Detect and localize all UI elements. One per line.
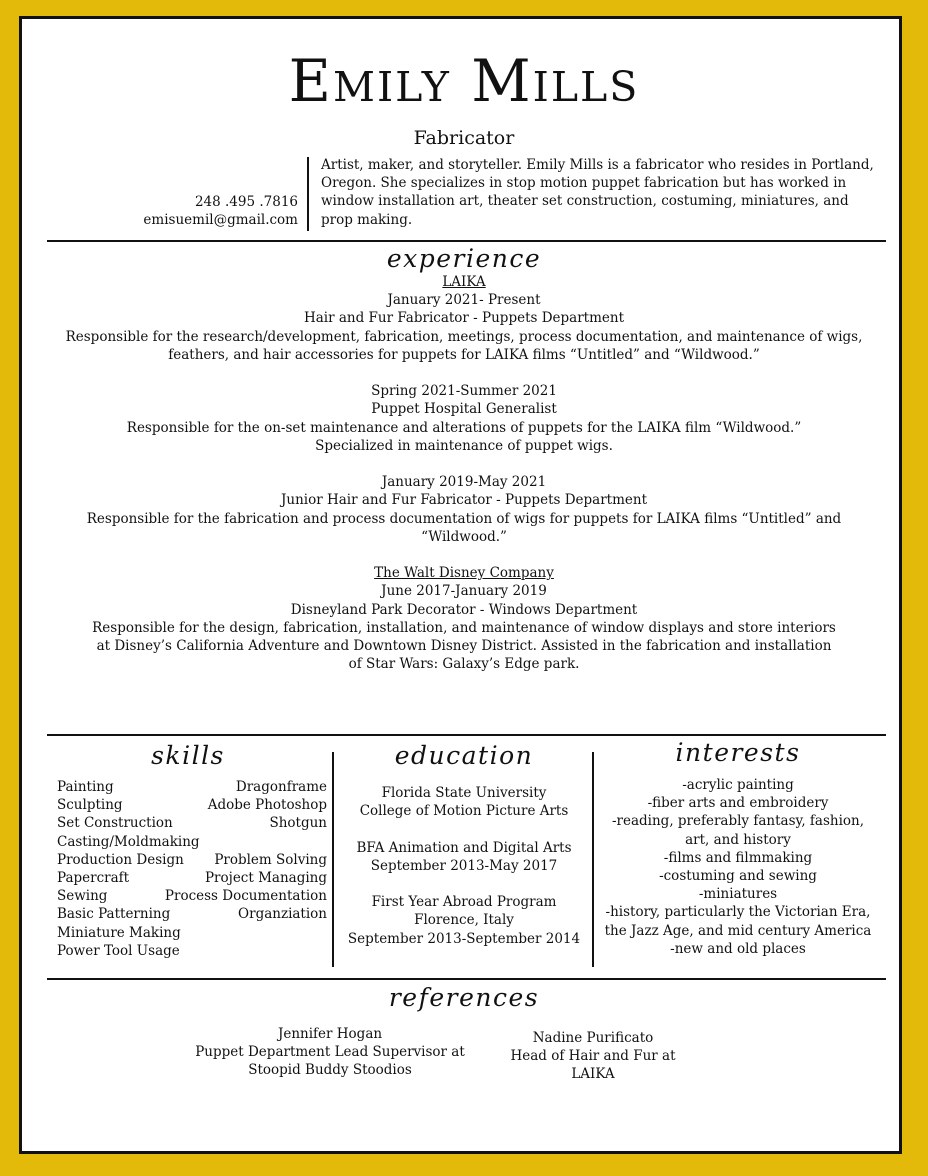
job-role: Puppet Hospital Generalist bbox=[371, 401, 557, 418]
degree-name: BFA Animation and Digital Arts bbox=[356, 839, 572, 856]
skill-item: Set Construction bbox=[57, 815, 173, 832]
experience-heading: experience bbox=[386, 244, 542, 273]
skill-item: Painting bbox=[57, 779, 114, 795]
job-description: feathers, and hair accessories for puppets for LAIKA films “Untitled” and “Wildwood.” bbox=[168, 346, 760, 363]
skills-row bbox=[57, 905, 327, 923]
bio-line: prop making. bbox=[321, 211, 413, 228]
skills-row bbox=[57, 869, 327, 887]
interests-list bbox=[594, 776, 882, 958]
job-description: “Wildwood.” bbox=[421, 528, 507, 545]
job-dates: January 2021- Present bbox=[387, 292, 541, 309]
reference-name: Nadine Purificato bbox=[532, 1030, 654, 1046]
job-description: Responsible for the fabrication and process documentation of wigs for puppets for LAIKA films “Untitled” and bbox=[86, 510, 842, 527]
phone-number: 248 .495 .7816 bbox=[194, 194, 298, 210]
interest-item: -acrylic painting bbox=[682, 777, 794, 793]
bio-line: window installation art, theater set construction, costuming, miniatures, and bbox=[321, 193, 849, 210]
job-title: Fabricator bbox=[413, 127, 515, 149]
interest-item: -fiber arts and embroidery bbox=[647, 795, 829, 812]
reference-title: Head of Hair and Fur at bbox=[510, 1048, 676, 1065]
skill-item: Papercraft bbox=[57, 870, 130, 887]
section-rule bbox=[47, 734, 886, 736]
skill-item: Miniature Making bbox=[57, 924, 181, 941]
abroad-program: First Year Abroad Program bbox=[371, 894, 557, 911]
reference-1 bbox=[180, 1025, 480, 1080]
interest-item: -new and old places bbox=[670, 940, 806, 957]
section-rule bbox=[47, 240, 886, 242]
reference-company: LAIKA bbox=[571, 1066, 615, 1083]
job-description: at Disney’s California Adventure and Downtown Disney District. Assisted in the fabrication and installation bbox=[96, 638, 832, 655]
job-role: Junior Hair and Fur Fabricator - Puppets Department bbox=[280, 492, 648, 509]
interest-item: -reading, preferably fantasy, fashion, bbox=[611, 813, 865, 830]
skill-item: Adobe Photoshop bbox=[207, 797, 327, 814]
reference-name: Jennifer Hogan bbox=[277, 1026, 383, 1042]
skills-row bbox=[57, 796, 327, 814]
job-description: Responsible for the design, fabrication, installation, and maintenance of window displays and store interiors bbox=[92, 619, 836, 636]
skills-heading: skills bbox=[151, 741, 225, 770]
abroad-dates: September 2013-September 2014 bbox=[347, 930, 581, 947]
reference-company: Stoopid Buddy Stoodios bbox=[248, 1062, 412, 1079]
skills-row bbox=[57, 778, 327, 796]
references-heading: references bbox=[388, 983, 540, 1012]
job-dates: Spring 2021-Summer 2021 bbox=[371, 383, 557, 400]
skills-row bbox=[57, 833, 327, 851]
contact-info bbox=[120, 193, 298, 229]
interests-heading: interests bbox=[675, 738, 801, 767]
section-rule bbox=[47, 978, 886, 980]
skills-list bbox=[57, 778, 327, 960]
skills-row bbox=[57, 851, 327, 869]
skill-item: Organziation bbox=[238, 906, 327, 923]
skill-item: Project Managing bbox=[204, 870, 327, 887]
skills-row bbox=[57, 887, 327, 905]
education-list bbox=[334, 784, 594, 948]
job-description: of Star Wars: Galaxy’s Edge park. bbox=[348, 656, 580, 673]
job-dates: January 2019-May 2021 bbox=[381, 474, 547, 491]
job-description: Specialized in maintenance of puppet wigs. bbox=[315, 437, 613, 454]
skill-item: Process Documentation bbox=[164, 888, 327, 905]
interest-item: -miniatures bbox=[698, 886, 778, 903]
degree-dates: September 2013-May 2017 bbox=[370, 857, 558, 874]
skill-item: Problem Solving bbox=[214, 851, 327, 868]
skills-row bbox=[57, 814, 327, 832]
abroad-location: Florence, Italy bbox=[414, 912, 514, 929]
skill-item: Dragonframe bbox=[235, 779, 327, 795]
skills-row bbox=[57, 942, 327, 960]
applicant-name: Emily Mills bbox=[288, 47, 640, 115]
company-name: The Walt Disney Company bbox=[374, 565, 554, 582]
skill-item: Sculpting bbox=[57, 797, 123, 814]
job-role: Disneyland Park Decorator - Windows Department bbox=[290, 601, 638, 618]
skill-item: Production Design bbox=[57, 851, 184, 868]
skill-item: Basic Patterning bbox=[57, 906, 171, 923]
interest-item: art, and history bbox=[685, 831, 791, 848]
interest-item: -costuming and sewing bbox=[659, 868, 817, 885]
header-divider bbox=[307, 157, 309, 231]
skill-item: Sewing bbox=[57, 888, 108, 905]
skills-row bbox=[57, 924, 327, 942]
job-description: Responsible for the research/development, fabrication, meetings, process documentation, and maintenance of wigs, bbox=[65, 328, 863, 345]
school-name: Florida State University bbox=[381, 785, 547, 801]
job-role: Hair and Fur Fabricator - Puppets Department bbox=[303, 310, 625, 327]
job-dates: June 2017-January 2019 bbox=[381, 583, 547, 600]
bio-line: Artist, maker, and storyteller. Emily Mills is a fabricator who resides in Portland, bbox=[321, 157, 874, 173]
experience-list bbox=[0, 273, 928, 673]
skill-item: Casting/Moldmaking bbox=[57, 833, 200, 850]
interest-item: the Jazz Age, and mid century America bbox=[604, 922, 872, 939]
bio-line: Oregon. She specializes in stop motion puppet fabrication but has worked in bbox=[321, 175, 847, 192]
email-address: emisuemil@gmail.com bbox=[143, 212, 298, 229]
interest-item: -history, particularly the Victorian Era, bbox=[605, 904, 871, 921]
reference-2 bbox=[470, 1029, 716, 1084]
skill-item: Power Tool Usage bbox=[57, 942, 180, 959]
skill-item: Shotgun bbox=[269, 815, 327, 832]
bio bbox=[321, 156, 874, 229]
job-description: Responsible for the on-set maintenance and alterations of puppets for the LAIKA film “Wildwood.” bbox=[126, 419, 802, 436]
reference-title: Puppet Department Lead Supervisor at bbox=[195, 1044, 465, 1061]
education-heading: education bbox=[394, 741, 534, 770]
company-name: LAIKA bbox=[442, 274, 486, 290]
interest-item: -films and filmmaking bbox=[663, 849, 813, 866]
school-program: College of Motion Picture Arts bbox=[359, 803, 569, 820]
